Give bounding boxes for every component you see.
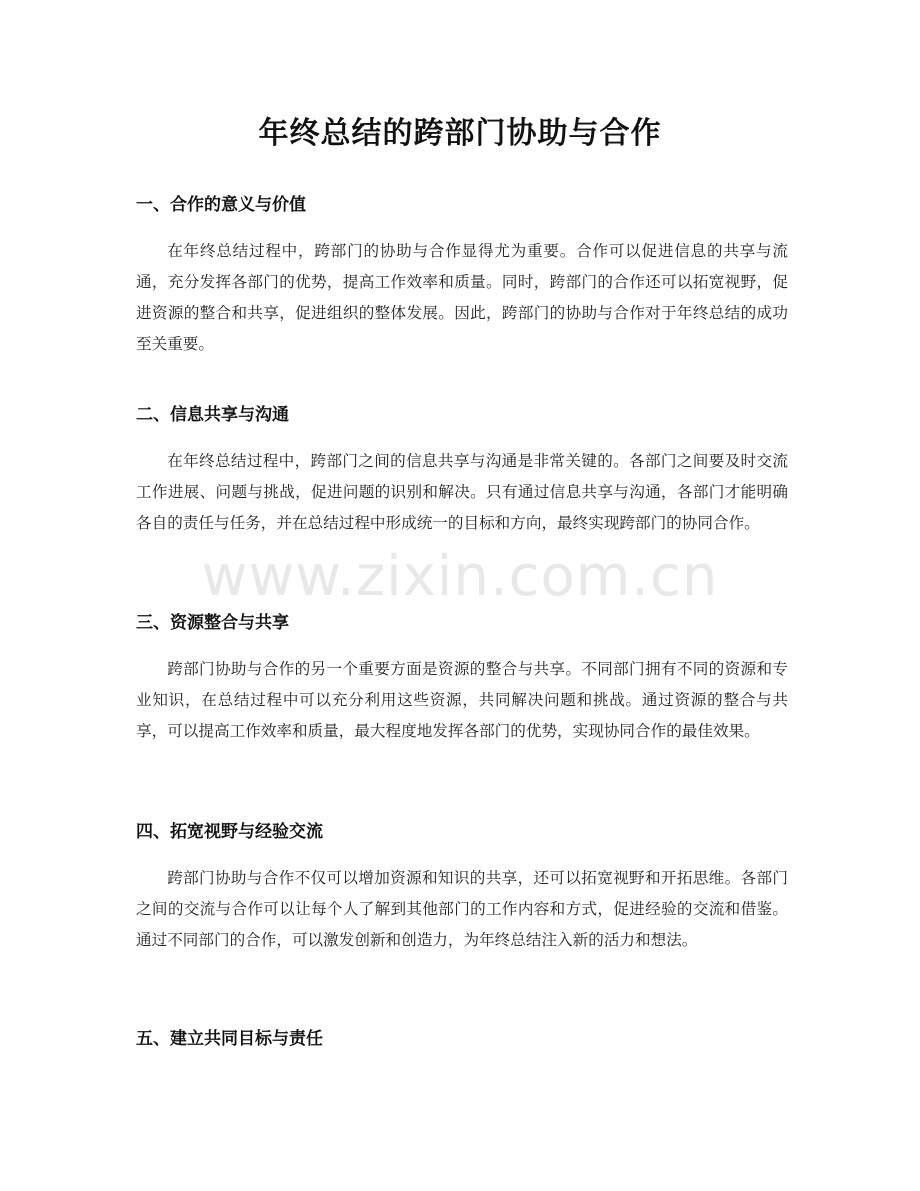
section-heading-2: 二、信息共享与沟通 — [136, 405, 289, 425]
section-heading-5: 五、建立共同目标与责任 — [136, 1029, 323, 1049]
section-heading-1: 一、合作的意义与价值 — [136, 195, 306, 215]
document-title: 年终总结的跨部门协助与合作 — [258, 116, 662, 151]
section-paragraph-1: 在年终总结过程中，跨部门的协助与合作显得尤为重要。合作可以促进信息的共享与流通，充分发挥各部门的优势，提高工作效率和质量。同时，跨部门的合作还可以拓宽视野，促进资源的整合和共享，促进组织的整体发展。因此，跨部门的协助与合作对于年终总结的成功至关重要。 — [136, 242, 788, 353]
section-paragraph-2: 在年终总结过程中，跨部门之间的信息共享与沟通是非常关键的。各部门之间要及时交流工作进展、问题与挑战，促进问题的识别和解决。只有通过信息共享与沟通，各部门才能明确各自的责任与任务，并在总结过程中形成统一的目标和方向，最终实现跨部门的协同合作。 — [136, 452, 788, 532]
watermark: www.zixin.com.cn — [201, 544, 719, 609]
section-heading-3: 三、资源整合与共享 — [136, 613, 289, 633]
section-paragraph-4: 跨部门协助与合作不仅可以增加资源和知识的共享，还可以拓宽视野和开拓思维。各部门之间的交流与合作可以让每个人了解到其他部门的工作内容和方式，促进经验的交流和借鉴。通过不同部门的合作，可以激发创新和创造力，为年终总结注入新的活力和想法。 — [136, 869, 788, 949]
section-heading-4: 四、拓宽视野与经验交流 — [136, 822, 323, 842]
section-paragraph-3: 跨部门协助与合作的另一个重要方面是资源的整合与共享。不同部门拥有不同的资源和专业知识，在总结过程中可以充分利用这些资源，共同解决问题和挑战。通过资源的整合与共享，可以提高工作效率和质量，最大程度地发挥各部门的优势，实现协同合作的最佳效果。 — [136, 660, 788, 740]
